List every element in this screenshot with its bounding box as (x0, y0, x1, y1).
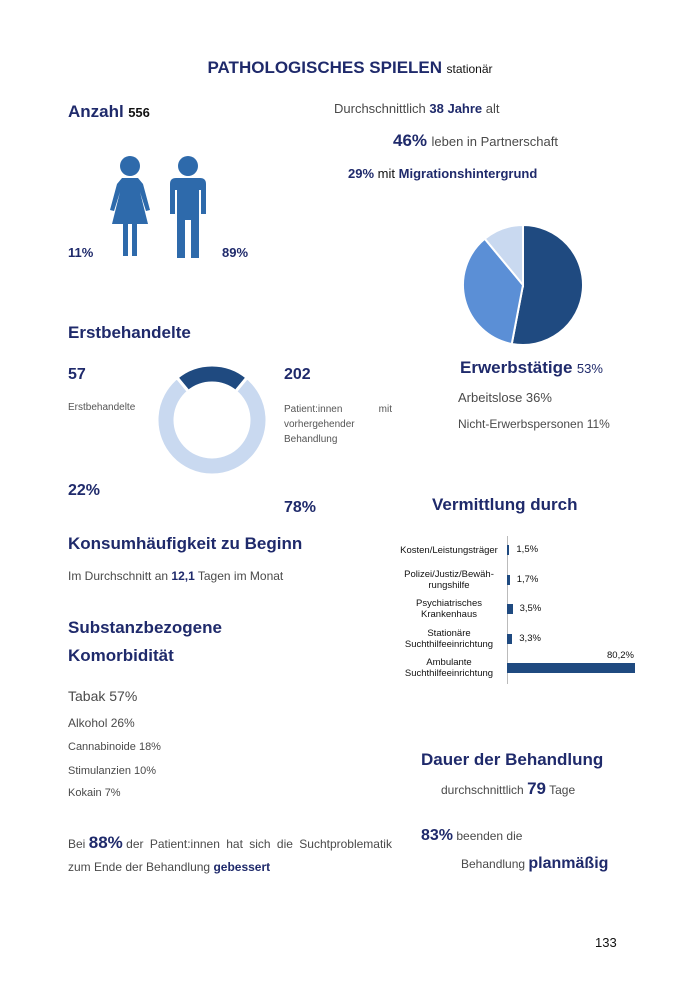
bar-category-label-line: Polizei/Justiz/Bewäh- (404, 568, 494, 580)
bar-category-label (396, 657, 502, 679)
page-header (0, 58, 700, 78)
erstbehandelte-donut-chart (156, 364, 268, 476)
bar-value-label: 80,2% (607, 650, 634, 661)
anzahl-block (68, 102, 150, 122)
konsum-prefix: Im Durchschnitt an (68, 569, 169, 583)
improvement-value: 88% (88, 833, 123, 852)
prior-label-3: vorhergehender (284, 419, 355, 430)
bar-category-label (396, 598, 502, 620)
bar-category-label-line: Stationäre (427, 627, 471, 639)
konsum-days: 12,1 (171, 569, 195, 583)
dauer-value: 79 (527, 779, 546, 798)
age-line (334, 101, 500, 116)
improvement-emph: gebessert (213, 860, 271, 874)
bar-category-label (396, 569, 502, 591)
planned-line-1 (421, 827, 522, 845)
employed-label: Erwerbstätige (460, 358, 573, 377)
first-count (68, 366, 86, 384)
improvement-middle: der Patient:innen hat sich die Suchtproblematik (126, 837, 392, 851)
first-label: Erstbehandelte (68, 402, 136, 413)
bar-value-label: 3,3% (519, 632, 541, 644)
prior-count: 202 (284, 366, 311, 383)
improvement-prefix: Bei (68, 837, 86, 851)
bar-category-label-line: Suchthilfeeinrichtung (404, 668, 494, 679)
first-percent: 22% (68, 482, 101, 499)
bar-category-label-line: Suchthilfeeinrichtung (404, 638, 494, 650)
page-title: PATHOLOGISCHES SPIELEN (207, 58, 443, 77)
planned-emph: planmäßig (528, 855, 609, 872)
konsum-suffix: Tagen im Monat (197, 569, 284, 583)
donut-slice-first-treatment (177, 365, 247, 391)
bar (507, 575, 510, 585)
bar-category-label-line: Kosten/Leistungsträger (400, 544, 498, 556)
employed-line (460, 358, 603, 378)
planned-line-2 (461, 855, 608, 873)
age-suffix: alt (485, 101, 500, 116)
bar (507, 634, 512, 644)
komorbiditaet-title-2: Komorbidität (68, 646, 174, 665)
partner-text: leben in Partnerschaft (431, 134, 558, 149)
improvement-line-1 (68, 833, 392, 853)
age-prefix: Durchschnittlich (334, 101, 426, 116)
page-number: 133 (595, 935, 617, 950)
partner-value: 46% (393, 131, 428, 150)
bar-category-label-line: Ambulante (426, 657, 472, 668)
komorbiditaet-item: Stimulanzien 10% (68, 765, 157, 777)
konsum-title: Konsumhäufigkeit zu Beginn (68, 534, 303, 553)
nonworking-label: Nicht-Erwerbspersonen 11% (458, 417, 610, 431)
komorbiditaet-item: Alkohol 26% (68, 716, 135, 730)
konsum-text (68, 569, 283, 583)
komorbiditaet-title-1: Substanzbezogene (68, 618, 222, 637)
migration-mid: mit (377, 166, 395, 181)
prior-label-1: Patient:innen (284, 404, 343, 415)
bar-category-label (396, 628, 502, 650)
planned-text-1: beenden die (456, 829, 523, 843)
migration-line (348, 166, 537, 181)
donut-slice-prior-treatment (157, 378, 267, 475)
bar (507, 545, 509, 555)
bar-value-label: 1,5% (516, 544, 539, 555)
improvement-line2: zum Ende der Behandlung (68, 860, 211, 874)
anzahl-label: Anzahl (68, 102, 124, 121)
dauer-line (441, 779, 575, 799)
dauer-title: Dauer der Behandlung (421, 750, 604, 769)
migration-value: 29% (348, 166, 375, 181)
prior-label-2: mit (378, 404, 392, 415)
employed-percent: 53% (576, 361, 603, 376)
bar (507, 604, 513, 614)
bar-category-label-line: rungshilfe (428, 579, 470, 591)
komorbiditaet-item: Cannabinoide 18% (68, 741, 161, 753)
female-percent: 11% (68, 245, 94, 260)
bar-category-label-line: Krankenhaus (421, 609, 477, 620)
erstbehandelte-title: Erstbehandelte (68, 323, 191, 342)
bar-value-label: 3,5% (519, 603, 542, 614)
page-subtitle: stationär (446, 62, 493, 76)
unemployed-label: Arbeitslose 36% (458, 390, 552, 405)
anzahl-value: 556 (128, 105, 150, 120)
planned-text-2: Behandlung (461, 857, 526, 871)
komorbiditaet-item: Kokain 7% (68, 787, 121, 799)
employment-pie-chart (452, 214, 594, 356)
planned-value: 83% (421, 827, 454, 844)
dauer-prefix: durchschnittlich (441, 783, 524, 797)
prior-label-4: Behandlung (284, 434, 338, 445)
migration-text: Migrationshintergrund (398, 166, 538, 181)
age-value: 38 Jahre (429, 101, 483, 116)
bar-category-label-line: Psychiatrisches (416, 598, 482, 609)
vermittlung-title: Vermittlung durch (432, 495, 578, 514)
prior-percent: 78% (284, 499, 317, 516)
vermittlung-bar-chart (396, 536, 636, 684)
dauer-suffix: Tage (549, 783, 576, 797)
bar-category-label (396, 545, 502, 556)
female-icon (106, 154, 154, 258)
prior-label (284, 402, 392, 447)
male-icon (166, 154, 210, 260)
partner-line (393, 131, 558, 151)
improvement-line-2 (68, 860, 270, 874)
bar-value-label: 1,7% (516, 573, 539, 585)
first-count-value: 57 (68, 366, 86, 383)
male-percent: 89% (222, 245, 249, 260)
bar (507, 663, 635, 673)
komorbiditaet-item: Tabak 57% (68, 688, 138, 704)
